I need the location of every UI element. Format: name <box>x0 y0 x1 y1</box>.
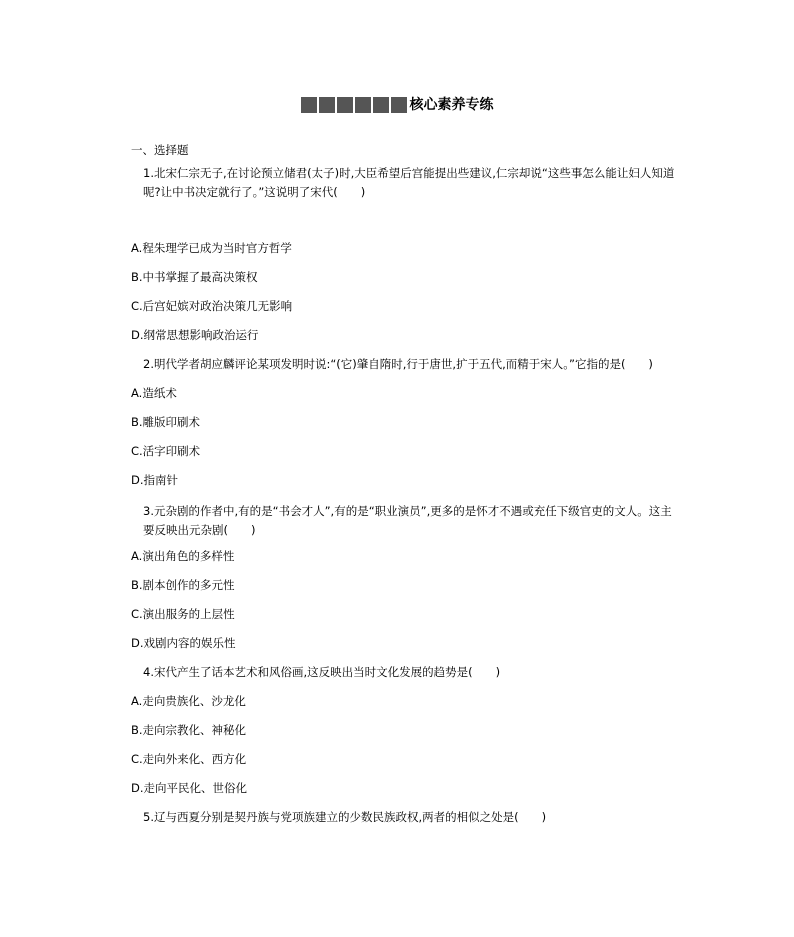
question-1-option-b: B.中书掌握了最高决策权 <box>131 270 258 284</box>
question-1-option-d: D.纲常思想影响政治运行 <box>131 328 259 342</box>
document-title <box>0 95 794 115</box>
question-4-option-d: D.走向平民化、世俗化 <box>131 781 248 795</box>
question-2-option-c: C.活字印刷术 <box>131 444 201 458</box>
question-3-stem: 3.元杂剧的作者中,有的是“书会才人”,有的是“职业演员”,更多的是怀才不遇或充任下级官吏的文人。这主要反映出元杂剧( ) <box>143 504 672 537</box>
title-text: 核心素养专练 <box>409 97 494 113</box>
question-3-option-c: C.演出服务的上层性 <box>131 607 235 621</box>
question-1-option-c: C.后宫妃嫔对政治决策几无影响 <box>131 299 293 313</box>
question-4-option-b: B.走向宗教化、神秘化 <box>131 723 247 737</box>
section-heading: 一、选择题 <box>131 143 189 157</box>
question-2-option-a: A.造纸术 <box>131 386 177 400</box>
question-2-option-d: D.指南针 <box>131 473 179 487</box>
question-3-option-a: A.演出角色的多样性 <box>131 549 235 563</box>
question-4-option-a: A.走向贵族化、沙龙化 <box>131 694 246 708</box>
question-2-option-b: B.雕版印刷术 <box>131 415 201 429</box>
question-4-stem: 4.宋代产生了话本艺术和风俗画,这反映出当时文化发展的趋势是( ) <box>143 665 501 679</box>
question-2-stem: 2.明代学者胡应麟评论某项发明时说:“(它)肇自隋时,行于唐世,扩于五代,而精于宋人。”它指的是( ) <box>143 357 653 371</box>
question-1-option-a: A.程朱理学已成为当时官方哲学 <box>131 241 292 255</box>
redacted-title-blocks <box>301 95 409 115</box>
question-3-option-b: B.剧本创作的多元性 <box>131 578 235 592</box>
question-1-stem: 1.北宋仁宗无子,在讨论预立储君(太子)时,大臣希望后宫能提出些建议,仁宗却说“这些事怎么能让妇人知道呢?让中书决定就行了。”这说明了宋代( ) <box>143 166 675 199</box>
question-5-stem: 5.辽与西夏分别是契丹族与党项族建立的少数民族政权,两者的相似之处是( ) <box>143 810 547 824</box>
question-3-option-d: D.戏剧内容的娱乐性 <box>131 636 236 650</box>
question-4-option-c: C.走向外来化、西方化 <box>131 752 247 766</box>
